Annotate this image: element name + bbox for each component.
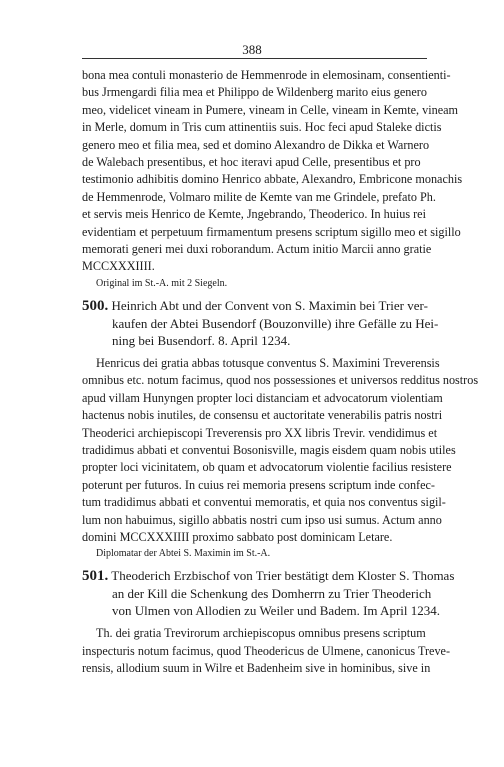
document-500 (82, 297, 479, 561)
source-note: Diplomatar der Abtei S. Maximin im St.-A. (96, 548, 271, 560)
text-line: memorati generi mei duxi roborandum. Actum initio Marcii anno gratie (82, 242, 432, 257)
text-line: bona mea contuli monasterio de Hemmenrode in elemosinam, consentienti- (82, 68, 451, 82)
text-line: rensis, allodium suum in Wilre et Badenheim sive in hominibus, sive in (82, 661, 431, 676)
text-line: Theoderici archiepiscopi Treverensis pro XX libris Trevir. vendidimus et (82, 425, 438, 440)
document-heading (82, 297, 439, 349)
heading-line: ning bei Busendorf. 8. April 1234. (112, 332, 291, 348)
text-line: lum non habuimus, sigillo abbatis nostri cum ipso usi sumus. Actum anno (82, 512, 442, 527)
document-number: 501. (82, 568, 109, 585)
page-number: 388 (242, 42, 262, 57)
heading-line: Theoderich Erzbischof von Trier bestätigt dem Kloster S. Thomas (111, 568, 455, 584)
document-number: 500. (82, 297, 109, 314)
text-line: inspecturis notum facimus, quod Theodericus de Ulmene, canonicus Treve- (82, 643, 451, 658)
text-line: poterunt per futuros. In cuius rei memoria presens scriptum inde confec- (82, 477, 435, 492)
text-block-continuation (82, 67, 463, 291)
header-rule (82, 58, 427, 59)
document-501 (82, 567, 455, 677)
text-line: propter loci vicinitatem, ob quam et advocatorum violentie facilius resistere (82, 460, 452, 475)
text-line: MCCXXXIIII. (82, 259, 155, 274)
page-body (82, 67, 479, 678)
text-line: meo, videlicet vineam in Pumere, vineam in Celle, vineam in Kemte, vineam (82, 102, 459, 117)
text-line: evidentiam et perpetuum firmamentum presens scriptum sigillo meo et sigillo (82, 224, 461, 239)
heading-line: an der Kill die Schenkung des Domherrn zu Trier Theoderich (112, 586, 432, 602)
text-line: bus Jrmengardi filia mea et Philippo de Wildenberg marito eius genero (82, 85, 427, 100)
text-line: tradidimus abbati et conventui Bosonisville, magis eisdem quam nobis utiles (82, 442, 456, 457)
text-line: genero meo et filia mea, sed et domino Alexandro de Dikka et Warnero (82, 137, 430, 152)
heading-line: Heinrich Abt und der Convent von S. Maximin bei Trier ver- (111, 297, 428, 313)
text-line: Henricus dei gratia abbas totusque conventus S. Maximini Treverensis (96, 355, 440, 370)
text-line: et servis meis Henrico de Kemte, Jngebrando, Theoderico. In huius rei (82, 207, 426, 222)
text-line: de Walebach presentibus, et hoc iteravi apud Celle, presentibus et pro (82, 155, 421, 170)
text-line: Th. dei gratia Trevirorum archiepiscopus omnibus presens scriptum (96, 626, 426, 641)
text-line: apud villam Hunyngen propter loci distanciam et advocatorum violentiam (82, 390, 443, 405)
text-line: domini MCCXXXIIII proximo sabbato post dominicam Letare. (82, 529, 393, 544)
text-line: in Merle, domum in Tris cum attinentiis suis. Hoc feci apud Staleke dictis (82, 120, 442, 135)
text-line: tum tradidimus abbati et conventui memoratis, et quia nos conventus sigil- (82, 495, 446, 510)
text-line: hactenus nobis inutiles, de consensu et auctoritate venerabilis patris nostri (82, 408, 443, 423)
source-note: Original im St.-A. mit 2 Siegeln. (96, 277, 228, 289)
document-heading (82, 567, 455, 619)
text-line: testimonio adhibitis domino Henrico abbate, Alexandro, Embricone monachis (82, 172, 463, 187)
heading-line: kaufen der Abtei Busendorf (Bouzonville) ihre Gefälle zu Hei- (112, 315, 439, 331)
heading-line: von Ulmen von Allodien zu Weiler und Badem. Im April 1234. (112, 603, 441, 619)
text-line: omnibus etc. notum facimus, quod nos possessiones et universos redditus nostros (82, 373, 479, 388)
text-line: de Hemmenrode, Volmaro milite de Kemte van me Grindele, prefato Ph. (82, 189, 436, 204)
